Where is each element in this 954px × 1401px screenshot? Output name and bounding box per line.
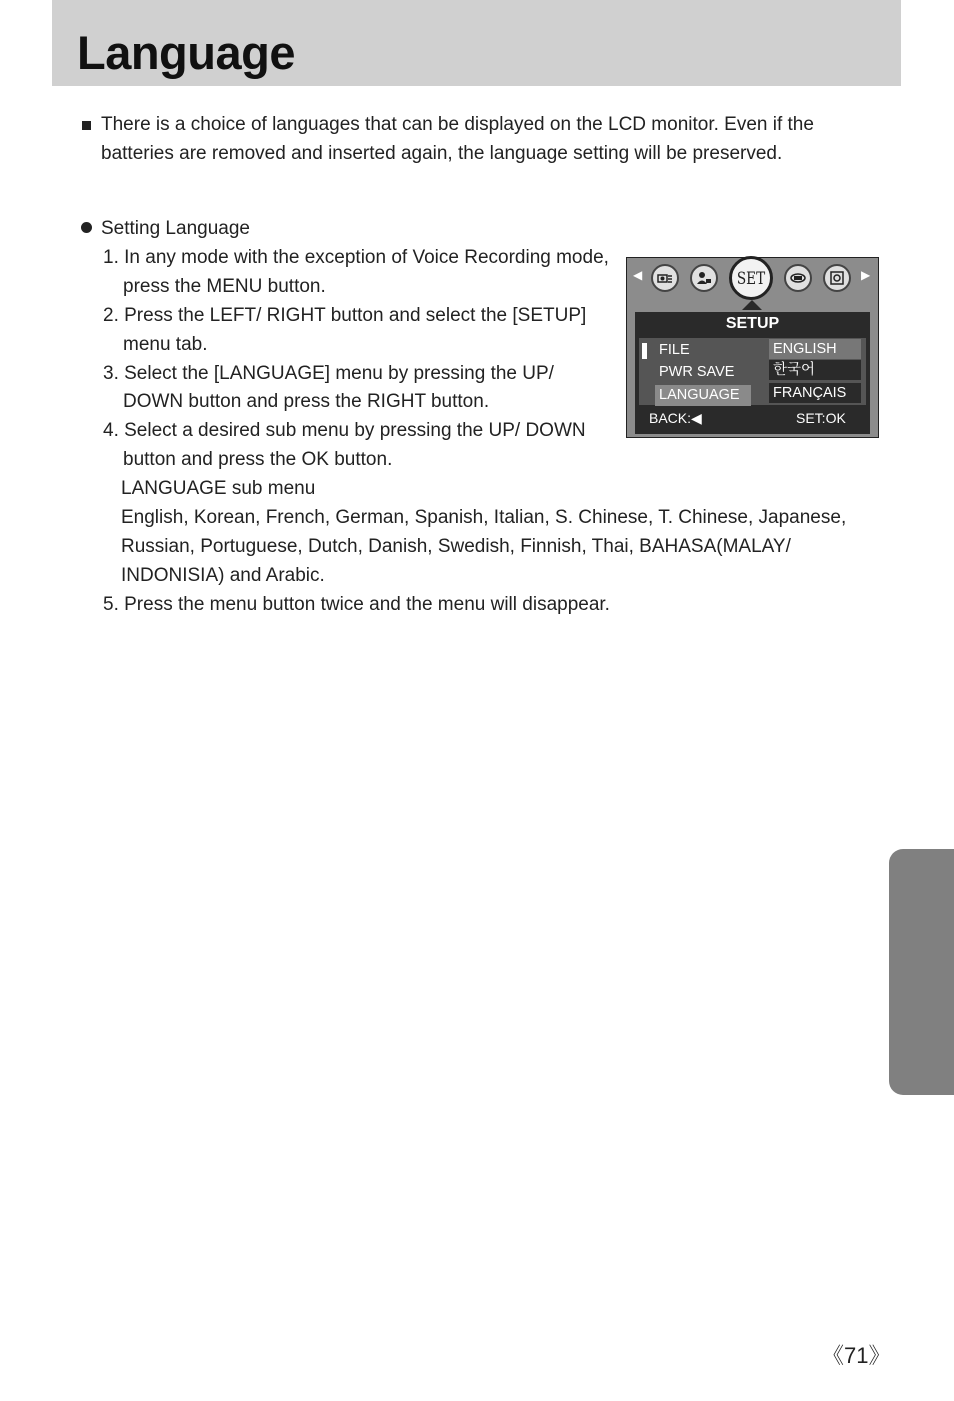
page-number: 《71》 (822, 1343, 891, 1368)
submenu-item-korean[interactable]: 한국어 (769, 360, 861, 380)
set-hint: SET:OK (796, 410, 846, 426)
step-5: 5. Press the menu button twice and the menu will disappear. (103, 594, 610, 615)
setup-icon (729, 256, 773, 300)
square-bullet-icon (82, 121, 91, 130)
submenu-line-3: INDONISIA) and Arabic. (121, 565, 325, 586)
submenu-line-2: Russian, Portuguese, Dutch, Danish, Swedish, Finnish, Thai, BAHASA(MALAY/ (121, 536, 791, 557)
set-tab-label: SET (736, 269, 766, 289)
menu-box (639, 338, 866, 405)
back-hint: BACK:◀ (649, 410, 702, 426)
submenu-line-1: English, Korean, French, German, Spanish, Italian, S. Chinese, T. Chinese, Japanese, (121, 507, 847, 528)
print-icon (784, 264, 812, 292)
step-2-line-1: 2. Press the LEFT/ RIGHT button and select the [SETUP] (103, 305, 587, 326)
submenu-label: LANGUAGE sub menu (121, 478, 316, 499)
step-1-line-2: press the MENU button. (123, 276, 326, 297)
intro-line-1: There is a choice of languages that can be displayed on the LCD monitor. Even if the (101, 114, 814, 135)
page-title: Language (77, 26, 295, 79)
step-4-line-1: 4. Select a desired sub menu by pressing the UP/ DOWN (103, 420, 586, 441)
lcd-screen (626, 257, 879, 438)
step-3-line-2: DOWN button and press the RIGHT button. (123, 391, 490, 412)
step-4-line-2: button and press the OK button. (123, 449, 393, 470)
panel-title: SETUP (725, 315, 780, 332)
person-icon (690, 264, 718, 292)
scroll-indicator (642, 343, 647, 359)
setup-panel (635, 312, 870, 434)
tab-pointer (742, 300, 762, 310)
step-1-line-1: 1. In any mode with the exception of Voice Recording mode, (103, 247, 609, 268)
submenu-item-french[interactable]: FRANÇAIS (769, 383, 861, 403)
frame-icon (823, 264, 851, 292)
title-bar (52, 0, 901, 86)
step-3-line-1: 3. Select the [LANGUAGE] menu by pressing the UP/ (103, 363, 554, 384)
chapter-side-tab (889, 849, 954, 1095)
step-2-line-2: menu tab. (123, 334, 208, 355)
right-arrow-icon: ▶ (861, 268, 871, 282)
round-bullet-icon (81, 222, 92, 233)
menu-item-pwr-save[interactable]: PWR SAVE (659, 364, 735, 380)
left-arrow-icon: ◀ (633, 268, 643, 282)
intro-line-2: batteries are removed and inserted again, the language setting will be preserved. (101, 143, 783, 164)
menu-item-language[interactable]: LANGUAGE (655, 385, 751, 406)
submenu-item-english[interactable]: ENGLISH (769, 339, 861, 359)
camera-icon (651, 264, 679, 292)
menu-item-file[interactable]: FILE (659, 342, 690, 358)
section-heading: Setting Language (101, 218, 250, 239)
